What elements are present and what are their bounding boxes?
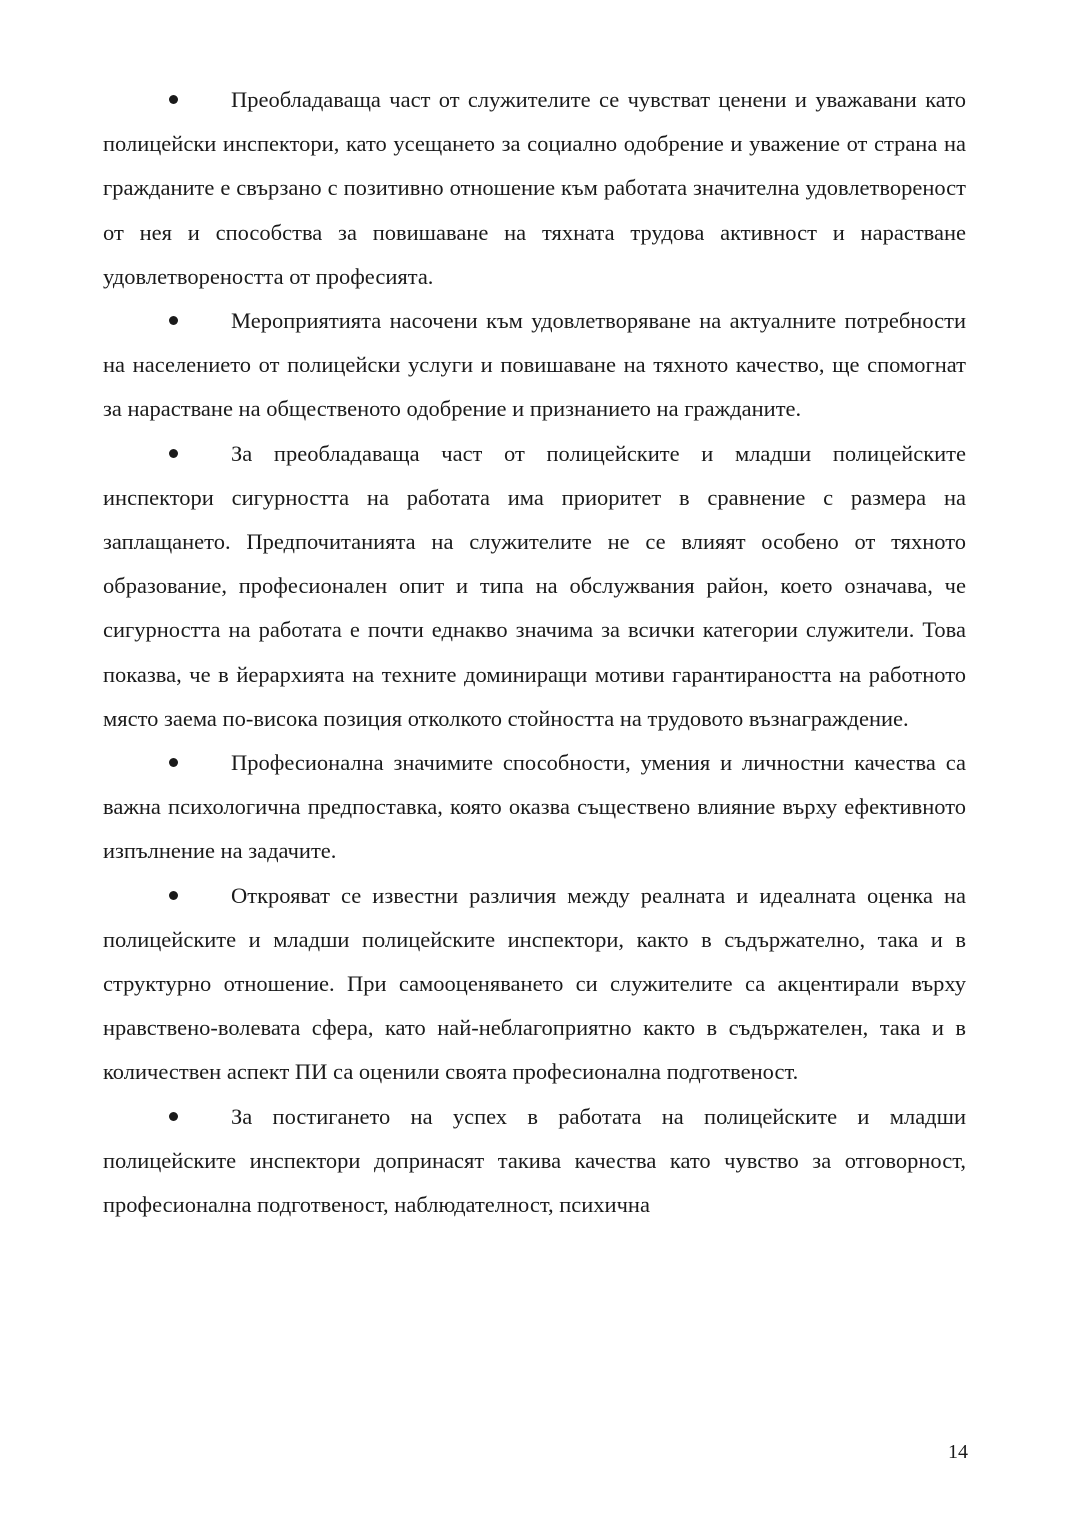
bullet-paragraph-6	[103, 1095, 966, 1228]
bullet-paragraph-3	[103, 432, 966, 741]
bullet-icon	[169, 1112, 178, 1121]
bullet-text: За преобладаваща част от полицейските и младши полицейските инспектори сигурността на работата има приоритет в сравнение с размера на заплащането. Предпочитанията на служителите не се влияят особено от тяхното образование, професионален опит и типа на обслужвания район, което означава, че сигурността на работата е почти еднакво значима за всички категории служители. Това показва, че в йерархията на техните доминиращи мотиви гарантираността на работното място заема по-висока позиция отколкото стойността на трудовото възнаграждение.	[103, 440, 966, 731]
bullet-icon	[169, 891, 178, 900]
page-number: 14	[948, 1441, 968, 1463]
bullet-text: Професионална значимите способности, умения и личностни качества са важна психологична предпоставка, която оказва съществено влияние върху ефективното изпълнение на задачите.	[103, 750, 966, 864]
bullet-paragraph-1	[103, 78, 966, 299]
bullet-text: За постигането на успех в работата на полицейските и младши полицейските инспектори допринасят такива качества като чувство за отговорност, професионална подготвеност, наблюдателност, психична	[103, 1103, 966, 1218]
bullet-icon	[169, 316, 178, 325]
bullet-text: Открояват се известни различия между реалната и идеалната оценка на полицейските и младши полицейските инспектори, както в съдържателно, така и в структурно отношение. При самооценяването си служителите са акцентирали върху нравствено-волевата сфера, като най-неблагоприятно както в съдържателен, така и в количествен аспект ПИ са оценили своята професионална подготвеност.	[103, 882, 966, 1085]
bullet-icon	[169, 758, 178, 767]
bullet-paragraph-5	[103, 874, 966, 1095]
bullet-paragraph-2	[103, 299, 966, 432]
bullet-text: Преобладаваща част от служителите се чувстват ценени и уважавани като полицейски инспектори, като усещането за социално одобрение и уважение от страна на гражданите е свързано с позитивно отношение към работата значителна удовлетвореност от нея и способства за повишаване на тяхната трудова активност и нарастване удовлетвореността от професията.	[103, 87, 966, 289]
document-body	[103, 78, 966, 1227]
bullet-text: Мероприятията насочени към удовлетворяване на актуалните потребности на населението от полицейски услуги и повишаване на тяхното качество, ще спомогнат за нарастване на общественото одобрение и признанието на гражданите.	[103, 308, 966, 422]
bullet-paragraph-4	[103, 741, 966, 874]
bullet-icon	[169, 95, 178, 104]
bullet-icon	[169, 449, 178, 458]
